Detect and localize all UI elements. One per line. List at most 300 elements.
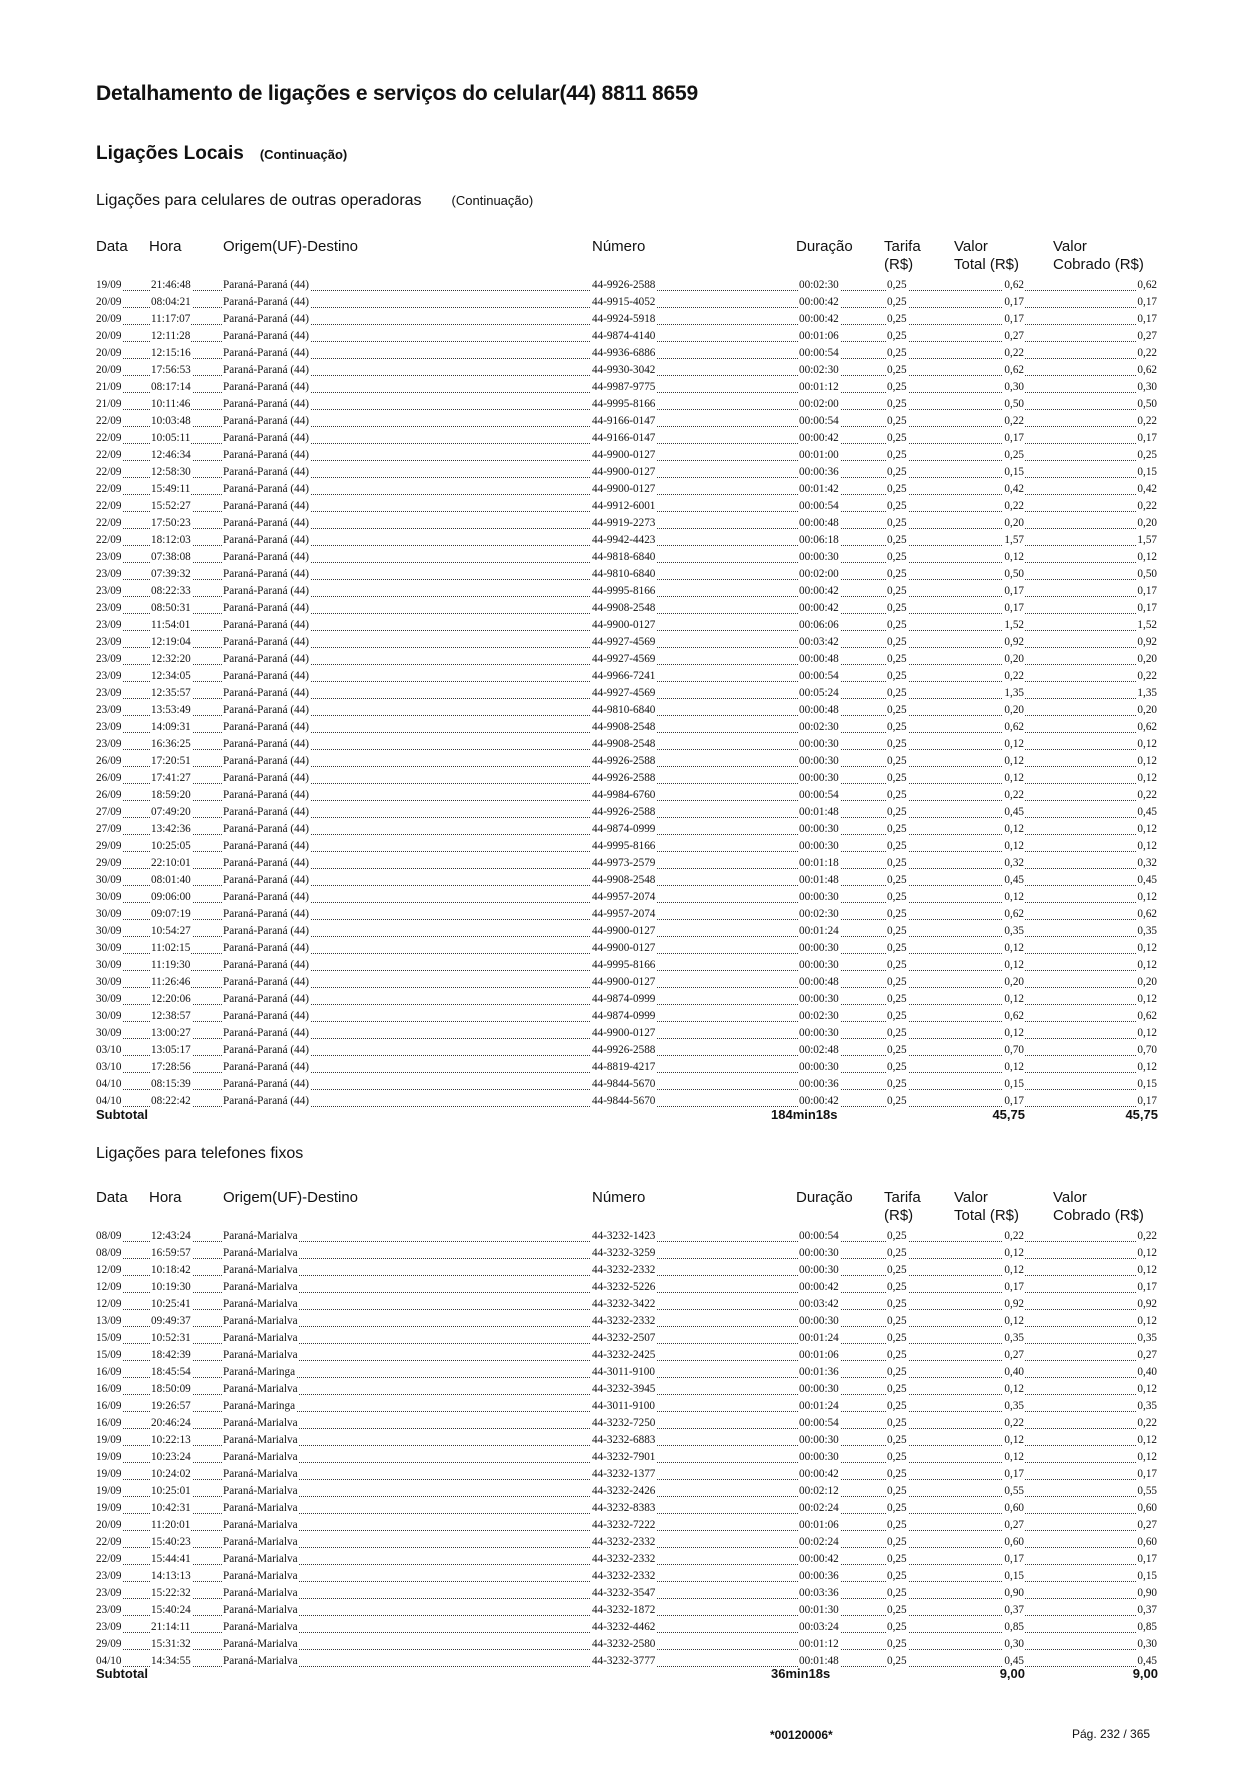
table-row — [0, 396, 1240, 413]
cell-tarifa: 0,25 — [887, 1621, 907, 1633]
cell-valor-cobrado: 0,12 — [1137, 1247, 1157, 1259]
cell-valor-total: 0,12 — [1004, 1264, 1024, 1276]
cell-duracao: 00:00:30 — [799, 993, 839, 1005]
cell-valor-total: 0,32 — [1004, 857, 1024, 869]
col-hora: Hora — [149, 238, 182, 255]
cell-valor-total: 0,22 — [1004, 1230, 1024, 1242]
cell-data: 22/09 — [96, 534, 122, 546]
cell-origem: Paraná-Paraná (44) — [223, 534, 310, 546]
cell-valor-cobrado: 0,22 — [1137, 415, 1157, 427]
cell-origem: Paraná-Paraná (44) — [223, 806, 310, 818]
cell-data: 21/09 — [96, 381, 122, 393]
cell-hora: 12:38:57 — [151, 1010, 191, 1022]
table-row — [0, 328, 1240, 345]
cell-hora: 15:52:27 — [151, 500, 191, 512]
cell-data: 30/09 — [96, 993, 122, 1005]
cell-origem: Paraná-Paraná (44) — [223, 993, 310, 1005]
cell-origem: Paraná-Paraná (44) — [223, 687, 310, 699]
cell-data: 23/09 — [96, 738, 122, 750]
cell-origem: Paraná-Marialva — [223, 1383, 298, 1395]
cell-numero: 44-9844-5670 — [592, 1078, 656, 1090]
table-row — [0, 668, 1240, 685]
cell-data: 23/09 — [96, 687, 122, 699]
cell-valor-cobrado: 0,12 — [1137, 772, 1157, 784]
cell-hora: 17:28:56 — [151, 1061, 191, 1073]
cell-hora: 08:22:42 — [151, 1095, 191, 1107]
cell-tarifa: 0,25 — [887, 687, 907, 699]
cell-valor-total: 0,12 — [1004, 738, 1024, 750]
cell-tarifa: 0,25 — [887, 381, 907, 393]
cell-data: 12/09 — [96, 1298, 122, 1310]
table-row — [0, 991, 1240, 1008]
cell-hora: 12:15:16 — [151, 347, 191, 359]
cell-tarifa: 0,25 — [887, 330, 907, 342]
cell-valor-total: 0,17 — [1004, 1553, 1024, 1565]
fixos-subtotal-label: Subtotal — [96, 1666, 148, 1681]
cell-tarifa: 0,25 — [887, 636, 907, 648]
cell-hora: 11:54:01 — [151, 619, 191, 631]
cell-data: 20/09 — [96, 296, 122, 308]
cell-data: 23/09 — [96, 670, 122, 682]
table-row — [0, 566, 1240, 583]
cell-duracao: 00:02:24 — [799, 1502, 839, 1514]
table-row — [0, 1347, 1240, 1364]
cell-data: 16/09 — [96, 1417, 122, 1429]
cell-data: 22/09 — [96, 1536, 122, 1548]
cell-valor-total: 0,85 — [1004, 1621, 1024, 1633]
table-row — [0, 804, 1240, 821]
cell-numero: 44-9995-8166 — [592, 398, 656, 410]
cell-valor-cobrado: 0,50 — [1137, 398, 1157, 410]
table-row — [0, 838, 1240, 855]
cell-valor-cobrado: 1,35 — [1137, 687, 1157, 699]
table-row — [0, 651, 1240, 668]
cell-data: 12/09 — [96, 1264, 122, 1276]
cell-valor-cobrado: 0,12 — [1137, 1315, 1157, 1327]
celulares-table — [0, 277, 1240, 1110]
section-title-text: Ligações Locais — [96, 143, 244, 164]
table-row — [0, 872, 1240, 889]
cell-tarifa: 0,25 — [887, 568, 907, 580]
cell-numero: 44-3232-8383 — [592, 1502, 656, 1514]
cell-origem: Paraná-Paraná (44) — [223, 313, 310, 325]
cell-origem: Paraná-Paraná (44) — [223, 721, 310, 733]
cell-valor-total: 0,12 — [1004, 1383, 1024, 1395]
table-row — [0, 1517, 1240, 1534]
cell-duracao: 00:00:30 — [799, 891, 839, 903]
cell-valor-total: 1,52 — [1004, 619, 1024, 631]
cell-tarifa: 0,25 — [887, 279, 907, 291]
cell-numero: 44-8819-4217 — [592, 1061, 656, 1073]
cell-origem: Paraná-Paraná (44) — [223, 772, 310, 784]
cell-hora: 18:50:09 — [151, 1383, 191, 1395]
cell-valor-total: 0,12 — [1004, 772, 1024, 784]
cell-valor-cobrado: 0,22 — [1137, 670, 1157, 682]
cell-origem: Paraná-Paraná (44) — [223, 653, 310, 665]
table-row — [0, 1330, 1240, 1347]
cell-numero: 44-9874-0999 — [592, 1010, 656, 1022]
cell-origem: Paraná-Marialva — [223, 1451, 298, 1463]
cell-valor-cobrado: 0,17 — [1137, 313, 1157, 325]
cell-hora: 08:17:14 — [151, 381, 191, 393]
cell-duracao: 00:01:12 — [799, 1638, 839, 1650]
table-row — [0, 277, 1240, 294]
cell-origem: Paraná-Maringa — [223, 1400, 296, 1412]
cell-hora: 10:52:31 — [151, 1332, 191, 1344]
cell-valor-cobrado: 0,85 — [1137, 1621, 1157, 1633]
cell-tarifa: 0,25 — [887, 1078, 907, 1090]
cell-tarifa: 0,25 — [887, 1655, 907, 1667]
cell-hora: 20:46:24 — [151, 1417, 191, 1429]
cell-data: 16/09 — [96, 1400, 122, 1412]
cell-tarifa: 0,25 — [887, 1485, 907, 1497]
cell-data: 23/09 — [96, 602, 122, 614]
cell-valor-cobrado: 0,50 — [1137, 568, 1157, 580]
cell-origem: Paraná-Marialva — [223, 1655, 298, 1667]
cell-hora: 18:42:39 — [151, 1349, 191, 1361]
fixos-title — [96, 1145, 303, 1163]
cell-numero: 44-3011-9100 — [592, 1400, 655, 1412]
cell-duracao: 00:00:54 — [799, 415, 839, 427]
cell-duracao: 00:02:24 — [799, 1536, 839, 1548]
cell-tarifa: 0,25 — [887, 500, 907, 512]
cell-valor-total: 0,55 — [1004, 1485, 1024, 1497]
cell-duracao: 00:01:06 — [799, 1349, 839, 1361]
cell-numero: 44-3232-5226 — [592, 1281, 656, 1293]
cell-data: 22/09 — [96, 517, 122, 529]
cell-data: 16/09 — [96, 1383, 122, 1395]
cell-hora: 10:18:42 — [151, 1264, 191, 1276]
col-cobrado-line1: Valor — [1053, 238, 1087, 255]
cell-hora: 08:22:33 — [151, 585, 191, 597]
celulares-continuation: (Continuação) — [451, 193, 534, 208]
col-total — [954, 238, 1019, 274]
cell-duracao: 00:01:48 — [799, 806, 839, 818]
cell-origem: Paraná-Marialva — [223, 1604, 298, 1616]
cell-data: 19/09 — [96, 1451, 122, 1463]
fixos-subtotal — [0, 1666, 1240, 1684]
cell-numero: 44-9957-2074 — [592, 891, 656, 903]
cell-hora: 12:19:04 — [151, 636, 191, 648]
col-tarifa-line1: Tarifa — [884, 238, 921, 255]
cell-numero: 44-9900-0127 — [592, 925, 656, 937]
cell-origem: Paraná-Paraná (44) — [223, 500, 310, 512]
cell-duracao: 00:02:30 — [799, 364, 839, 376]
cell-numero: 44-9984-6760 — [592, 789, 656, 801]
cell-numero: 44-3232-7222 — [592, 1519, 656, 1531]
cell-valor-cobrado: 0,62 — [1137, 364, 1157, 376]
cell-origem: Paraná-Marialva — [223, 1417, 298, 1429]
cell-data: 23/09 — [96, 619, 122, 631]
cell-tarifa: 0,25 — [887, 619, 907, 631]
cell-hora: 18:12:03 — [151, 534, 191, 546]
cell-duracao: 00:00:48 — [799, 517, 839, 529]
cell-valor-total: 0,60 — [1004, 1536, 1024, 1548]
cell-numero: 44-9957-2074 — [592, 908, 656, 920]
table-row — [0, 362, 1240, 379]
cell-origem: Paraná-Marialva — [223, 1638, 298, 1650]
cell-tarifa: 0,25 — [887, 1604, 907, 1616]
cell-data: 30/09 — [96, 1010, 122, 1022]
celulares-title-text: Ligações para celulares de outras operadoras — [96, 192, 422, 209]
cell-origem: Paraná-Marialva — [223, 1502, 298, 1514]
cell-numero: 44-9166-0147 — [592, 432, 656, 444]
cell-data: 30/09 — [96, 908, 122, 920]
cell-origem: Paraná-Paraná (44) — [223, 568, 310, 580]
cell-valor-cobrado: 0,20 — [1137, 976, 1157, 988]
cell-tarifa: 0,25 — [887, 551, 907, 563]
cell-data: 26/09 — [96, 755, 122, 767]
cell-valor-cobrado: 0,12 — [1137, 1264, 1157, 1276]
cell-hora: 07:39:32 — [151, 568, 191, 580]
cell-hora: 08:04:21 — [151, 296, 191, 308]
table-row — [0, 634, 1240, 651]
cell-numero: 44-3232-2332 — [592, 1536, 656, 1548]
table-row — [0, 600, 1240, 617]
cell-duracao: 00:01:30 — [799, 1604, 839, 1616]
cell-hora: 10:25:01 — [151, 1485, 191, 1497]
table-row — [0, 549, 1240, 566]
cell-origem: Paraná-Marialva — [223, 1281, 298, 1293]
cell-duracao: 00:01:24 — [799, 1400, 839, 1412]
cell-origem: Paraná-Paraná (44) — [223, 891, 310, 903]
cell-hora: 08:50:31 — [151, 602, 191, 614]
cell-tarifa: 0,25 — [887, 534, 907, 546]
cell-valor-cobrado: 0,27 — [1137, 330, 1157, 342]
cell-hora: 16:36:25 — [151, 738, 191, 750]
table-row — [0, 379, 1240, 396]
table-row — [0, 702, 1240, 719]
cell-hora: 10:22:13 — [151, 1434, 191, 1446]
table-row — [0, 481, 1240, 498]
cell-origem: Paraná-Marialva — [223, 1621, 298, 1633]
cell-hora: 10:42:31 — [151, 1502, 191, 1514]
cell-valor-cobrado: 0,17 — [1137, 432, 1157, 444]
cell-data: 22/09 — [96, 432, 122, 444]
cell-hora: 15:40:23 — [151, 1536, 191, 1548]
table-row — [0, 1059, 1240, 1076]
table-row — [0, 1398, 1240, 1415]
cell-valor-cobrado: 0,35 — [1137, 925, 1157, 937]
cell-numero: 44-9900-0127 — [592, 1027, 656, 1039]
cell-numero: 44-9927-4569 — [592, 687, 656, 699]
cell-origem: Paraná-Paraná (44) — [223, 1010, 310, 1022]
cell-duracao: 00:00:30 — [799, 1264, 839, 1276]
cell-valor-total: 0,92 — [1004, 1298, 1024, 1310]
cell-origem: Paraná-Marialva — [223, 1298, 298, 1310]
cell-numero: 44-3232-3777 — [592, 1655, 656, 1667]
cell-valor-cobrado: 0,62 — [1137, 279, 1157, 291]
cell-valor-cobrado: 0,70 — [1137, 1044, 1157, 1056]
col-cobrado — [1053, 238, 1144, 274]
cell-data: 22/09 — [96, 483, 122, 495]
section-title — [96, 143, 347, 165]
cell-valor-cobrado: 0,60 — [1137, 1502, 1157, 1514]
table-row — [0, 685, 1240, 702]
cell-tarifa: 0,25 — [887, 1247, 907, 1259]
cell-numero: 44-9926-2588 — [592, 772, 656, 784]
cell-valor-cobrado: 0,42 — [1137, 483, 1157, 495]
table-row — [0, 1076, 1240, 1093]
cell-duracao: 00:00:42 — [799, 296, 839, 308]
cell-valor-cobrado: 0,62 — [1137, 908, 1157, 920]
cell-numero: 44-9874-0999 — [592, 993, 656, 1005]
table-row — [0, 974, 1240, 991]
col-total — [954, 1189, 1019, 1225]
cell-valor-total: 0,30 — [1004, 381, 1024, 393]
cell-data: 30/09 — [96, 942, 122, 954]
table-row — [0, 1602, 1240, 1619]
cell-numero: 44-3232-6883 — [592, 1434, 656, 1446]
cell-numero: 44-3232-2332 — [592, 1264, 656, 1276]
cell-numero: 44-9166-0147 — [592, 415, 656, 427]
cell-valor-cobrado: 0,12 — [1137, 1061, 1157, 1073]
document-code: *00120006* — [770, 1728, 833, 1742]
cell-duracao: 00:06:06 — [799, 619, 839, 631]
cell-valor-total: 0,22 — [1004, 1417, 1024, 1429]
cell-hora: 12:46:34 — [151, 449, 191, 461]
cell-duracao: 00:00:30 — [799, 823, 839, 835]
cell-tarifa: 0,25 — [887, 296, 907, 308]
cell-hora: 11:02:15 — [151, 942, 191, 954]
cell-hora: 11:17:07 — [151, 313, 191, 325]
cell-duracao: 00:00:30 — [799, 755, 839, 767]
cell-origem: Paraná-Marialva — [223, 1519, 298, 1531]
cell-tarifa: 0,25 — [887, 976, 907, 988]
cell-duracao: 00:00:30 — [799, 1247, 839, 1259]
cell-valor-total: 0,62 — [1004, 279, 1024, 291]
cell-hora: 17:50:23 — [151, 517, 191, 529]
cell-origem: Paraná-Paraná (44) — [223, 415, 310, 427]
cell-duracao: 00:00:54 — [799, 500, 839, 512]
cell-duracao: 00:01:48 — [799, 1655, 839, 1667]
cell-duracao: 00:00:30 — [799, 1451, 839, 1463]
cell-valor-cobrado: 0,12 — [1137, 959, 1157, 971]
cell-origem: Paraná-Marialva — [223, 1485, 298, 1497]
cell-tarifa: 0,25 — [887, 670, 907, 682]
cell-valor-total: 0,22 — [1004, 670, 1024, 682]
cell-origem: Paraná-Paraná (44) — [223, 1061, 310, 1073]
cell-origem: Paraná-Paraná (44) — [223, 959, 310, 971]
cell-origem: Paraná-Paraná (44) — [223, 1078, 310, 1090]
cell-duracao: 00:00:36 — [799, 466, 839, 478]
cell-valor-cobrado: 0,20 — [1137, 517, 1157, 529]
cell-valor-total: 0,12 — [1004, 551, 1024, 563]
page-number: Pág. 232 / 365 — [1072, 1727, 1151, 1741]
cell-data: 20/09 — [96, 1519, 122, 1531]
cell-tarifa: 0,25 — [887, 1451, 907, 1463]
cell-valor-total: 0,90 — [1004, 1587, 1024, 1599]
cell-tarifa: 0,25 — [887, 840, 907, 852]
cell-tarifa: 0,25 — [887, 602, 907, 614]
cell-duracao: 00:01:00 — [799, 449, 839, 461]
cell-numero: 44-9966-7241 — [592, 670, 656, 682]
cell-tarifa: 0,25 — [887, 1061, 907, 1073]
cell-hora: 14:13:13 — [151, 1570, 191, 1582]
cell-data: 22/09 — [96, 1553, 122, 1565]
cell-origem: Paraná-Paraná (44) — [223, 364, 310, 376]
cell-valor-total: 1,35 — [1004, 687, 1024, 699]
col-duracao: Duração — [796, 1189, 853, 1206]
cell-valor-total: 0,17 — [1004, 1095, 1024, 1107]
cell-origem: Paraná-Paraná (44) — [223, 789, 310, 801]
cell-numero: 44-3232-3547 — [592, 1587, 656, 1599]
cell-data: 19/09 — [96, 1502, 122, 1514]
cell-origem: Paraná-Paraná (44) — [223, 296, 310, 308]
cell-origem: Paraná-Marialva — [223, 1587, 298, 1599]
cell-tarifa: 0,25 — [887, 313, 907, 325]
cell-data: 30/09 — [96, 1027, 122, 1039]
cell-valor-total: 0,17 — [1004, 1468, 1024, 1480]
cell-hora: 12:11:28 — [151, 330, 191, 342]
cell-duracao: 00:03:42 — [799, 636, 839, 648]
cell-data: 23/09 — [96, 585, 122, 597]
cell-data: 13/09 — [96, 1315, 122, 1327]
cell-hora: 07:49:20 — [151, 806, 191, 818]
cell-duracao: 00:00:48 — [799, 704, 839, 716]
cell-valor-cobrado: 0,90 — [1137, 1587, 1157, 1599]
cell-tarifa: 0,25 — [887, 755, 907, 767]
cell-valor-cobrado: 0,12 — [1137, 942, 1157, 954]
cell-tarifa: 0,25 — [887, 653, 907, 665]
cell-tarifa: 0,25 — [887, 415, 907, 427]
cell-valor-cobrado: 0,22 — [1137, 500, 1157, 512]
cell-valor-cobrado: 0,15 — [1137, 1570, 1157, 1582]
cell-hora: 16:59:57 — [151, 1247, 191, 1259]
cell-data: 23/09 — [96, 1621, 122, 1633]
cell-data: 30/09 — [96, 874, 122, 886]
cell-data: 22/09 — [96, 415, 122, 427]
cell-valor-cobrado: 0,12 — [1137, 1027, 1157, 1039]
cell-valor-total: 0,62 — [1004, 721, 1024, 733]
table-row — [0, 617, 1240, 634]
cell-hora: 17:56:53 — [151, 364, 191, 376]
cell-data: 15/09 — [96, 1349, 122, 1361]
cell-duracao: 00:02:30 — [799, 279, 839, 291]
cell-valor-total: 0,12 — [1004, 823, 1024, 835]
cell-data: 12/09 — [96, 1281, 122, 1293]
cell-valor-total: 0,25 — [1004, 449, 1024, 461]
cell-origem: Paraná-Paraná (44) — [223, 432, 310, 444]
cell-valor-total: 0,12 — [1004, 1434, 1024, 1446]
cell-tarifa: 0,25 — [887, 823, 907, 835]
cell-hora: 10:05:11 — [151, 432, 191, 444]
cell-valor-cobrado: 0,27 — [1137, 1519, 1157, 1531]
table-row — [0, 821, 1240, 838]
cell-tarifa: 0,25 — [887, 1027, 907, 1039]
cell-numero: 44-9900-0127 — [592, 942, 656, 954]
cell-valor-cobrado: 0,12 — [1137, 823, 1157, 835]
cell-hora: 11:26:46 — [151, 976, 191, 988]
cell-tarifa: 0,25 — [887, 1366, 907, 1378]
col-hora: Hora — [149, 1189, 182, 1206]
cell-tarifa: 0,25 — [887, 942, 907, 954]
cell-origem: Paraná-Paraná (44) — [223, 738, 310, 750]
cell-duracao: 00:02:00 — [799, 398, 839, 410]
table-row — [0, 1619, 1240, 1636]
cell-data: 19/09 — [96, 1468, 122, 1480]
cell-valor-total: 0,12 — [1004, 1451, 1024, 1463]
cell-duracao: 00:02:30 — [799, 908, 839, 920]
cell-numero: 44-9936-6886 — [592, 347, 656, 359]
cell-valor-total: 0,17 — [1004, 296, 1024, 308]
table-row — [0, 413, 1240, 430]
cell-data: 15/09 — [96, 1332, 122, 1344]
cell-duracao: 00:01:06 — [799, 330, 839, 342]
col-data: Data — [96, 1189, 128, 1206]
cell-hora: 10:24:02 — [151, 1468, 191, 1480]
col-cobrado-line2: Cobrado (R$) — [1053, 1207, 1144, 1224]
